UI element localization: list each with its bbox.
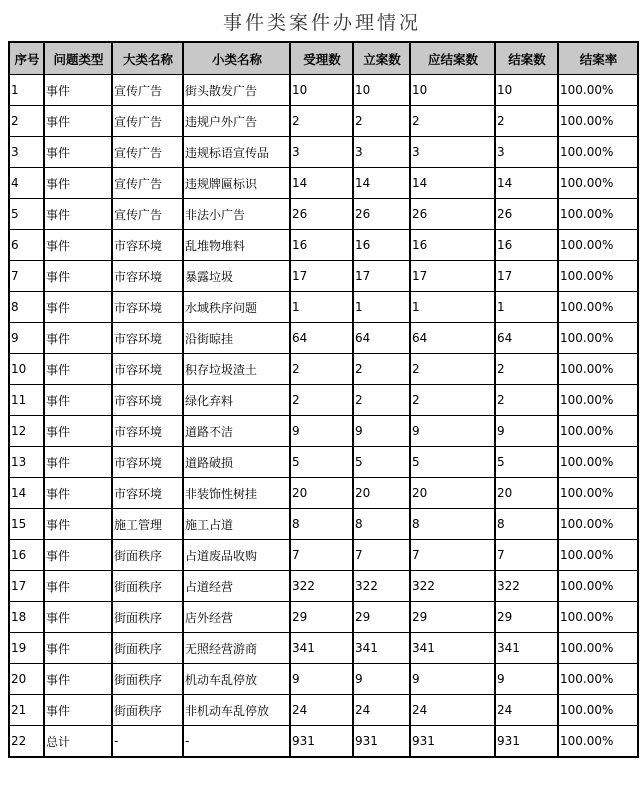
page-title: 事件类案件办理情况 [222,12,421,34]
table-row [9,106,638,137]
table-row [9,571,638,602]
table-cell: 乱堆物堆料 [183,230,290,261]
column-header: 序号 [9,42,44,75]
table-cell: 100.00% [558,726,638,758]
table-cell: 11 [9,385,44,416]
table-cell: 24 [353,695,410,726]
table-cell: 事件 [44,447,112,478]
table-row [9,540,638,571]
table-cell: 64 [495,323,558,354]
table-cell: 绿化弃料 [183,385,290,416]
column-header: 结案率 [558,42,638,75]
table-cell: 宣传广告 [112,106,183,137]
table-cell: 街头散发广告 [183,75,290,106]
table-cell: 9 [353,664,410,695]
table-cell: 市容环境 [112,416,183,447]
table-cell: 15 [9,509,44,540]
table-row [9,478,638,509]
table-cell: 事件 [44,633,112,664]
table-cell: 341 [495,633,558,664]
table-cell: 16 [290,230,353,261]
table-cell: 事件 [44,602,112,633]
table-cell: - [112,726,183,758]
table-cell: 市容环境 [112,230,183,261]
table-cell: 占道经营 [183,571,290,602]
table-cell: 14 [9,478,44,509]
table-cell: 2 [410,354,495,385]
table-cell: 3 [290,137,353,168]
table-cell: 100.00% [558,633,638,664]
table-cell: 5 [9,199,44,230]
table-cell: 9 [290,416,353,447]
table-cell: 21 [9,695,44,726]
table-cell: 7 [495,540,558,571]
column-header: 大类名称 [112,42,183,75]
table-cell: 341 [410,633,495,664]
table-cell: 14 [353,168,410,199]
column-header: 结案数 [495,42,558,75]
table-cell: 街面秩序 [112,633,183,664]
table-cell: 10 [495,75,558,106]
table-cell: 16 [410,230,495,261]
table-cell: 施工占道 [183,509,290,540]
table-cell: 100.00% [558,106,638,137]
table-cell: 8 [9,292,44,323]
table-cell: 100.00% [558,292,638,323]
table-cell: 29 [410,602,495,633]
table-cell: 机动车乱停放 [183,664,290,695]
table-cell: 总计 [44,726,112,758]
table-cell: 1 [9,75,44,106]
table-cell: 24 [290,695,353,726]
table-cell: 7 [410,540,495,571]
table-cell: 22 [9,726,44,758]
table-row [9,323,638,354]
table-cell: 8 [290,509,353,540]
table-cell: 无照经营游商 [183,633,290,664]
table-cell: 街面秩序 [112,664,183,695]
table-cell: 9 [495,416,558,447]
table-cell: 29 [353,602,410,633]
table-row [9,664,638,695]
table-cell: 事件 [44,230,112,261]
header-row [9,42,638,75]
table-cell: 5 [290,447,353,478]
table-cell: 20 [290,478,353,509]
table-cell: 9 [410,664,495,695]
table-cell: 18 [9,602,44,633]
table-cell: 9 [410,416,495,447]
table-cell: 事件 [44,509,112,540]
table-cell: 17 [353,261,410,292]
table-cell: 100.00% [558,137,638,168]
table-cell: 市容环境 [112,292,183,323]
table-cell: 26 [495,199,558,230]
column-header: 应结案数 [410,42,495,75]
table-cell: 64 [410,323,495,354]
table-cell: 3 [495,137,558,168]
table-cell: 事件 [44,385,112,416]
table-cell: 道路破损 [183,447,290,478]
table-cell: 街面秩序 [112,602,183,633]
table-row [9,354,638,385]
table-cell: 2 [495,385,558,416]
table-cell: 100.00% [558,447,638,478]
table-cell: 事件 [44,137,112,168]
table-row [9,602,638,633]
table-cell: 事件 [44,354,112,385]
table-cell: 13 [9,447,44,478]
table-cell: 事件 [44,168,112,199]
table-cell: 违规标语宣传品 [183,137,290,168]
table-cell: 事件 [44,695,112,726]
table-cell: 违规户外广告 [183,106,290,137]
table-cell: 17 [9,571,44,602]
table-cell: 100.00% [558,509,638,540]
table-cell: 100.00% [558,416,638,447]
table-cell: 931 [495,726,558,758]
table-row [9,261,638,292]
table-cell: 7 [9,261,44,292]
table-cell: 市容环境 [112,261,183,292]
table-cell: 2 [290,106,353,137]
table-cell: 931 [290,726,353,758]
table-cell: 事件 [44,664,112,695]
table-cell: 5 [495,447,558,478]
table-cell: 100.00% [558,571,638,602]
column-header: 问题类型 [44,42,112,75]
table-cell: 24 [410,695,495,726]
table-cell: 16 [353,230,410,261]
table-cell: 19 [9,633,44,664]
table-cell: 街面秩序 [112,695,183,726]
table-cell: 100.00% [558,478,638,509]
table-cell: 事件 [44,323,112,354]
table-cell: 事件 [44,75,112,106]
table-cell: 3 [410,137,495,168]
table-cell: 沿街晾挂 [183,323,290,354]
table-cell: 8 [495,509,558,540]
table-cell: 14 [290,168,353,199]
table-cell: 100.00% [558,261,638,292]
table-cell: 水域秩序问题 [183,292,290,323]
table-row [9,726,638,758]
table-cell: 非法小广告 [183,199,290,230]
table-cell: 341 [353,633,410,664]
table-cell: 2 [410,106,495,137]
table-cell: 64 [353,323,410,354]
table-cell: 17 [410,261,495,292]
table-cell: 20 [353,478,410,509]
table-cell: 29 [290,602,353,633]
table-cell: 5 [410,447,495,478]
table-cell: 100.00% [558,75,638,106]
table-cell: 街面秩序 [112,540,183,571]
table-cell: 市容环境 [112,478,183,509]
column-header: 受理数 [290,42,353,75]
table-cell: 3 [9,137,44,168]
table-cell: 市容环境 [112,447,183,478]
table-cell: 2 [495,354,558,385]
table-cell: 6 [9,230,44,261]
table-row [9,137,638,168]
table-cell: 1 [495,292,558,323]
table-row [9,447,638,478]
table-cell: 24 [495,695,558,726]
table-cell: 道路不洁 [183,416,290,447]
table-cell: 店外经营 [183,602,290,633]
table-cell: 宣传广告 [112,137,183,168]
table-cell: 非机动车乱停放 [183,695,290,726]
table-cell: 3 [353,137,410,168]
table-cell: 2 [353,385,410,416]
table-cell: 宣传广告 [112,168,183,199]
table-cell: 10 [290,75,353,106]
table-cell: 宣传广告 [112,199,183,230]
table-cell: 2 [290,354,353,385]
table-cell: 积存垃圾渣土 [183,354,290,385]
table-row [9,168,638,199]
table-cell: 2 [290,385,353,416]
table-cell: 9 [290,664,353,695]
table-cell: 事件 [44,261,112,292]
table-row [9,230,638,261]
table-cell: 26 [290,199,353,230]
column-header: 小类名称 [183,42,290,75]
table-cell: 100.00% [558,695,638,726]
table-cell: 322 [353,571,410,602]
table-cell: 20 [410,478,495,509]
table-cell: 100.00% [558,385,638,416]
table-cell: 非装饰性树挂 [183,478,290,509]
table-cell: 事件 [44,292,112,323]
table-cell: 事件 [44,106,112,137]
table-cell: 100.00% [558,199,638,230]
table-cell: 8 [410,509,495,540]
table-cell: 9 [9,323,44,354]
table-cell: 2 [353,354,410,385]
table-cell: 322 [495,571,558,602]
table-cell: 100.00% [558,354,638,385]
table-cell: 14 [495,168,558,199]
table-cell: 10 [9,354,44,385]
table-cell: 8 [353,509,410,540]
table-cell: 931 [410,726,495,758]
table-row [9,695,638,726]
table-row [9,633,638,664]
table-cell: 市容环境 [112,385,183,416]
table-cell: 1 [290,292,353,323]
table-cell: 12 [9,416,44,447]
table-cell: 100.00% [558,168,638,199]
table-row [9,416,638,447]
table-cell: 街面秩序 [112,571,183,602]
table-cell: 100.00% [558,323,638,354]
table-cell: 26 [410,199,495,230]
table-cell: 341 [290,633,353,664]
table-cell: 16 [9,540,44,571]
table-cell: 14 [410,168,495,199]
table-cell: 施工管理 [112,509,183,540]
case-table [8,41,639,758]
table-cell: 100.00% [558,540,638,571]
table-cell: 100.00% [558,664,638,695]
table-cell: 931 [353,726,410,758]
table-cell: 26 [353,199,410,230]
table-cell: 100.00% [558,602,638,633]
table-cell: 1 [410,292,495,323]
table-cell: 2 [353,106,410,137]
table-cell: 2 [9,106,44,137]
table-cell: 事件 [44,416,112,447]
table-cell: 2 [495,106,558,137]
table-row [9,509,638,540]
table-cell: 事件 [44,540,112,571]
table-cell: 2 [410,385,495,416]
table-cell: 9 [353,416,410,447]
table-cell: 16 [495,230,558,261]
table-cell: 10 [410,75,495,106]
table-cell: - [183,726,290,758]
table-cell: 市容环境 [112,354,183,385]
table-cell: 20 [495,478,558,509]
table-cell: 64 [290,323,353,354]
column-header: 立案数 [353,42,410,75]
table-cell: 322 [290,571,353,602]
table-cell: 宣传广告 [112,75,183,106]
table-cell: 1 [353,292,410,323]
table-cell: 暴露垃圾 [183,261,290,292]
table-row [9,75,638,106]
table-cell: 100.00% [558,230,638,261]
table-cell: 违规牌匾标识 [183,168,290,199]
table-cell: 322 [410,571,495,602]
table-cell: 20 [9,664,44,695]
table-cell: 事件 [44,199,112,230]
table-cell: 10 [353,75,410,106]
table-cell: 17 [290,261,353,292]
table-row [9,385,638,416]
table-cell: 29 [495,602,558,633]
table-cell: 4 [9,168,44,199]
table-cell: 事件 [44,571,112,602]
table-cell: 市容环境 [112,323,183,354]
table-cell: 9 [495,664,558,695]
table-cell: 17 [495,261,558,292]
table-row [9,292,638,323]
table-cell: 7 [353,540,410,571]
table-cell: 占道废品收购 [183,540,290,571]
table-cell: 7 [290,540,353,571]
table-cell: 5 [353,447,410,478]
table-cell: 事件 [44,478,112,509]
table-row [9,199,638,230]
